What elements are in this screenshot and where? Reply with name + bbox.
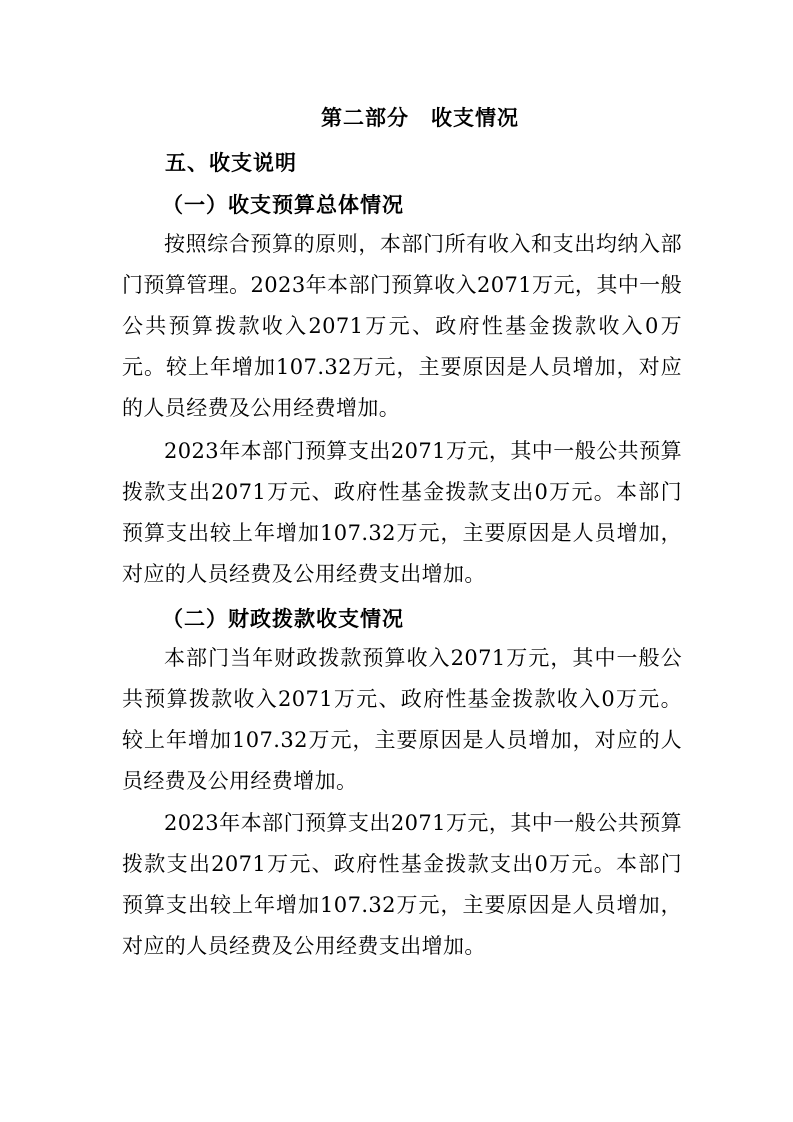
- subsection-heading-overall: （一）收支预算总体情况: [162, 193, 404, 217]
- section-heading: 五、收支说明: [165, 151, 297, 175]
- paragraph-fiscal-expenditure: 2023年本部门预算支出2071万元，其中一般公共预算拨款支出2071万元、政府性基金拨款支出0万元。本部门预算支出较上年增加107.32万元，主要原因是人员增加，对应的人员经费及公用经费支出增加。: [122, 811, 682, 958]
- subsection-heading-fiscal: （二）财政拨款收支情况: [162, 607, 404, 631]
- paragraph-budget-expenditure: 2023年本部门预算支出2071万元，其中一般公共预算拨款支出2071万元、政府性基金拨款支出0万元。本部门预算支出较上年增加107.32万元，主要原因是人员增加，对应的人员经费及公用经费支出增加。: [122, 439, 682, 586]
- paragraph-fiscal-income: 本部门当年财政拨款预算收入2071万元，其中一般公共预算拨款收入2071万元、政府性基金拨款收入0万元。较上年增加107.32万元，主要原因是人员增加，对应的人员经费及公用经费增加。: [122, 646, 682, 793]
- page-title: 第二部分 收支情况: [321, 106, 519, 130]
- paragraph-budget-income: 按照综合预算的原则，本部门所有收入和支出均纳入部门预算管理。2023年本部门预算收入2071万元，其中一般公共预算拨款收入2071万元、政府性基金拨款收入0万元。较上年增加107.32万元，主要原因是人员增加，对应的人员经费及公用经费增加。: [122, 232, 682, 420]
